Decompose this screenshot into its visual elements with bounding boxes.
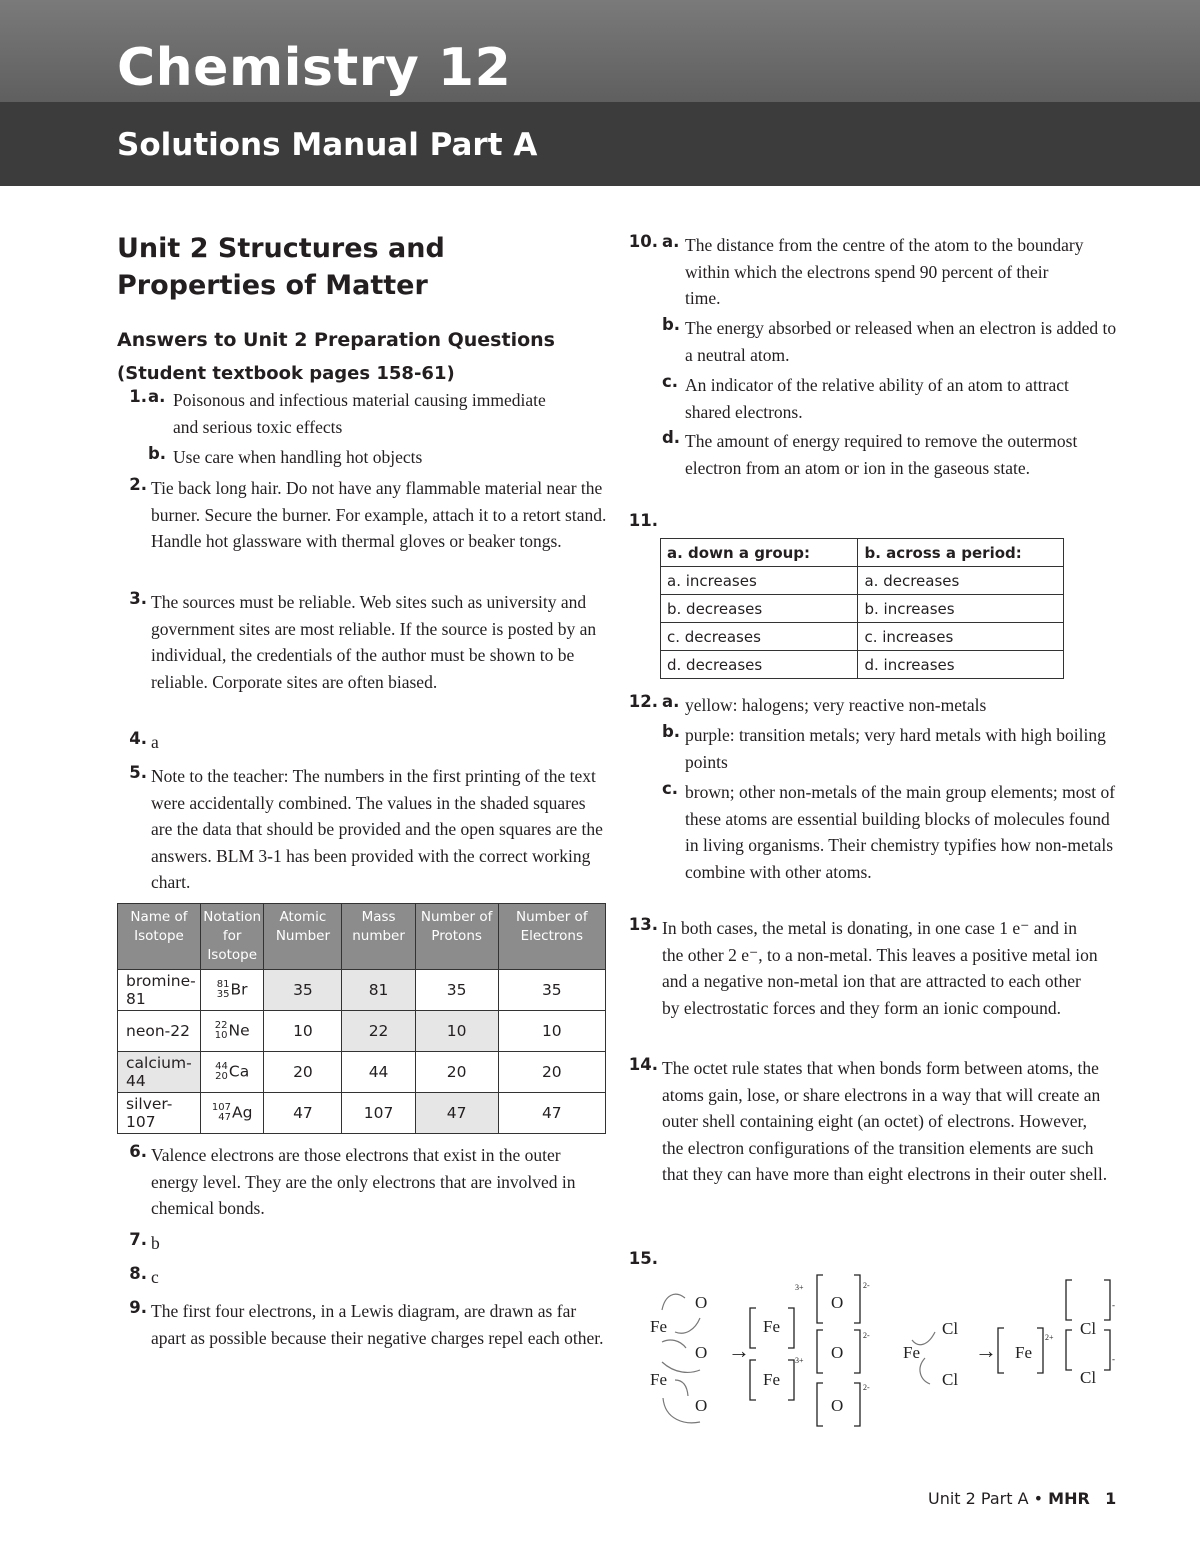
- q-number: 10.: [628, 232, 658, 251]
- answer-text: The sources must be reliable. Web sites such as university and government sites are most reliable. If the source is posted by an individual, the credentials of the author must be shown to be reliable. Corporate sites are often biased.: [151, 592, 597, 692]
- isotope-name: silver-107: [118, 1093, 201, 1134]
- book-subtitle: Solutions Manual Part A: [117, 127, 538, 163]
- element-symbol: Ne: [228, 1021, 250, 1040]
- section-title: Answers to Unit 2 Preparation Questions: [117, 329, 555, 351]
- protons: 20: [415, 1052, 498, 1093]
- column-header: a. down a group:: [661, 539, 858, 567]
- cl-atom: Cl: [942, 1319, 959, 1338]
- q-letter: b.: [662, 722, 681, 741]
- answer-text: yellow: halogens; very reactive non-metals: [685, 695, 987, 715]
- answer-text: The amount of energy required to remove the outermost electron from an atom or ion in the gaseous state.: [685, 431, 1078, 478]
- fe-ion: Fe: [763, 1317, 780, 1336]
- q-letter: c.: [662, 779, 679, 798]
- electrons: 10: [498, 1011, 605, 1052]
- fe-atom: Fe: [650, 1370, 667, 1389]
- answer-text: The octet rule states that when bonds form between atoms, the atoms gain, lose, or share electrons in a way that will create an outer shell containing eight (an octet) of electrons. However, the electron configurations of the transition elements are such that they can have more than eight electrons in their outer shell.: [662, 1058, 1108, 1185]
- answer-text: b: [151, 1233, 160, 1253]
- q-number: 2.: [129, 475, 147, 494]
- isotope-notation: [200, 1052, 263, 1093]
- mass-number: 44: [342, 1052, 415, 1093]
- answer-text: c: [151, 1267, 159, 1287]
- answer-text: Valence electrons are those electrons that exist in the outer energy level. They are the only electrons that are involved in chemical bonds.: [151, 1145, 576, 1219]
- table-cell: b. decreases: [661, 595, 858, 623]
- q-number: 12.: [628, 692, 658, 711]
- isotope-notation: [200, 1011, 263, 1052]
- table-row: [661, 623, 1064, 651]
- table-row: [118, 970, 606, 1011]
- charge-label: 3+: [795, 1356, 804, 1365]
- table-cell: a. decreases: [858, 567, 1064, 595]
- q-letter: b.: [662, 315, 681, 334]
- column-header: b. across a period:: [858, 539, 1064, 567]
- q-number: 3.: [129, 589, 147, 608]
- charge-label: 2+: [1045, 1333, 1054, 1342]
- charge-label: 2-: [863, 1331, 870, 1340]
- atomic-subscript: 20: [215, 1071, 228, 1082]
- reaction-arrow: →: [975, 1338, 997, 1363]
- q-number: 15.: [628, 1249, 658, 1268]
- q-number: 1.: [129, 387, 147, 406]
- q-number: 7.: [129, 1230, 147, 1249]
- charge-label: -: [1112, 1300, 1115, 1310]
- table-header-row: [118, 904, 606, 970]
- answer-text: Note to the teacher: The numbers in the first printing of the text were accidentally combined. The values in the shaded squares are the data that should be provided and the open squares are the answers. BLM 3-1 has been provided with the correct working chart.: [151, 766, 603, 893]
- o-atom: O: [695, 1396, 708, 1415]
- isotope-name: neon-22: [118, 1011, 201, 1052]
- protons: 35: [415, 970, 498, 1011]
- answer-text: Use care when handling hot objects: [173, 447, 423, 467]
- book-title: Chemistry 12: [117, 38, 512, 98]
- isotope-notation: [200, 970, 263, 1011]
- o-ion: O: [831, 1293, 844, 1312]
- electrons: 35: [498, 970, 605, 1011]
- q-number: 11.: [628, 511, 658, 530]
- brackets: [750, 1275, 1110, 1426]
- section-heading: [117, 324, 555, 390]
- table-cell: c. decreases: [661, 623, 858, 651]
- q-number: 13.: [628, 915, 658, 934]
- isotope-table: [117, 903, 606, 1134]
- table-row: [118, 1052, 606, 1093]
- column-header: Number of Protons: [415, 904, 498, 970]
- fe-ion: Fe: [1015, 1343, 1032, 1362]
- column-header: Notation for Isotope: [200, 904, 263, 970]
- q-letter: b.: [148, 444, 167, 463]
- q-letter: a.: [662, 692, 680, 711]
- page-footer: [928, 1489, 1116, 1508]
- element-symbol: Ca: [228, 1062, 250, 1081]
- table-cell: b. increases: [858, 595, 1064, 623]
- atomic-number: 10: [264, 1011, 342, 1052]
- electrons: 20: [498, 1052, 605, 1093]
- atomic-number: 20: [264, 1052, 342, 1093]
- charge-label: 2-: [863, 1281, 870, 1290]
- trend-table: [660, 538, 1064, 679]
- cl-ion: Cl: [1080, 1368, 1097, 1387]
- column-header: Atomic Number: [264, 904, 342, 970]
- table-row: [661, 567, 1064, 595]
- unit-title-line: Unit 2 Structures and: [117, 233, 445, 264]
- charge-label: 3+: [795, 1283, 804, 1292]
- answer-text: Poisonous and infectious material causing immediate and serious toxic effects: [173, 390, 546, 437]
- answer-text: purple: transition metals; very hard metals with high boiling points: [685, 725, 1106, 772]
- q-letter: a.: [662, 232, 680, 251]
- element-symbol: Ag: [231, 1103, 253, 1122]
- q-letter: c.: [662, 372, 679, 391]
- answer-text: brown; other non-metals of the main group elements; most of these atoms are essential building blocks of molecules found in living organisms. Their chemistry typifies how non-metals combine with other atoms.: [685, 782, 1116, 882]
- page-number: 1: [1105, 1489, 1117, 1508]
- q-number: 14.: [628, 1055, 658, 1074]
- table-header-row: [661, 539, 1064, 567]
- electrons: 47: [498, 1093, 605, 1134]
- o-ion: O: [831, 1343, 844, 1362]
- table-cell: c. increases: [858, 623, 1064, 651]
- cl-ion: Cl: [1080, 1319, 1097, 1338]
- section-subtitle: (Student textbook pages 158-61): [117, 363, 455, 384]
- reaction-arrow: →: [728, 1338, 750, 1363]
- column-header: Name of Isotope: [118, 904, 201, 970]
- isotope-name: calcium-44: [118, 1052, 201, 1093]
- table-row: [118, 1093, 606, 1134]
- column-header: Number of Electrons: [498, 904, 605, 970]
- mass-superscript: 107: [211, 1102, 231, 1113]
- answer-text: The energy absorbed or released when an electron is added to a neutral atom.: [685, 318, 1117, 365]
- atomic-number: 47: [264, 1093, 342, 1134]
- isotope-notation: [200, 1093, 263, 1134]
- q-number: 8.: [129, 1264, 147, 1283]
- fe-ion: Fe: [763, 1370, 780, 1389]
- column-header: Mass number: [342, 904, 415, 970]
- atomic-subscript: 35: [216, 989, 230, 1000]
- lewis-diagram: [620, 1270, 1130, 1430]
- mass-number: 81: [342, 970, 415, 1011]
- q-number: 5.: [129, 763, 147, 782]
- protons: 47: [415, 1093, 498, 1134]
- table-cell: a. increases: [661, 567, 858, 595]
- protons: 10: [415, 1011, 498, 1052]
- atomic-number: 35: [264, 970, 342, 1011]
- o-atom: O: [695, 1293, 708, 1312]
- table-row: [661, 651, 1064, 679]
- fe-atom: Fe: [903, 1343, 920, 1362]
- table-cell: d. increases: [858, 651, 1064, 679]
- footer-brand: MHR: [1048, 1489, 1090, 1508]
- cl-atom: Cl: [942, 1370, 959, 1389]
- mass-superscript: 44: [215, 1061, 228, 1072]
- answer-text: Tie back long hair. Do not have any flammable material near the burner. Secure the burner. For example, attach it to a retort stand. Handle hot glassware with thermal gloves or beaker tongs.: [151, 478, 607, 552]
- footer-text: Unit 2 Part A •: [928, 1489, 1049, 1508]
- isotope-name: bromine-81: [118, 970, 201, 1011]
- answer-text: The distance from the centre of the atom to the boundary within which the electrons spend 90 percent of their time.: [685, 235, 1084, 309]
- element-symbol: Br: [230, 980, 248, 999]
- unit-title: [117, 230, 445, 304]
- q-letter: a.: [148, 387, 166, 406]
- o-atom: O: [695, 1343, 708, 1362]
- q-number: 6.: [129, 1142, 147, 1161]
- table-cell: d. decreases: [661, 651, 858, 679]
- q-letter: d.: [662, 428, 681, 447]
- mass-superscript: 81: [216, 979, 230, 990]
- fe-atom: Fe: [650, 1317, 667, 1336]
- answer-text: In both cases, the metal is donating, in one case 1 e⁻ and in the other 2 e⁻, to a non-metal. This leaves a positive metal ion and a negative non-metal ion that are attracted to each other by electrostatic forces and they form an ionic compound.: [662, 918, 1098, 1018]
- q-number: 4.: [129, 729, 147, 748]
- mass-number: 22: [342, 1011, 415, 1052]
- answer-text: An indicator of the relative ability of an atom to attract shared electrons.: [685, 375, 1069, 422]
- answer-text: The first four electrons, in a Lewis diagram, are drawn as far apart as possible because their negative charges repel each other.: [151, 1301, 604, 1348]
- o-ion: O: [831, 1396, 844, 1415]
- mass-number: 107: [342, 1093, 415, 1134]
- q-number: 9.: [129, 1298, 147, 1317]
- mass-superscript: 22: [214, 1020, 228, 1031]
- answer-text: a: [151, 732, 159, 752]
- table-row: [118, 1011, 606, 1052]
- table-row: [661, 595, 1064, 623]
- atomic-subscript: 10: [214, 1030, 228, 1041]
- charge-label: 2-: [863, 1383, 870, 1392]
- charge-label: -: [1112, 1354, 1115, 1364]
- atomic-subscript: 47: [218, 1112, 231, 1123]
- unit-title-line: Properties of Matter: [117, 270, 428, 301]
